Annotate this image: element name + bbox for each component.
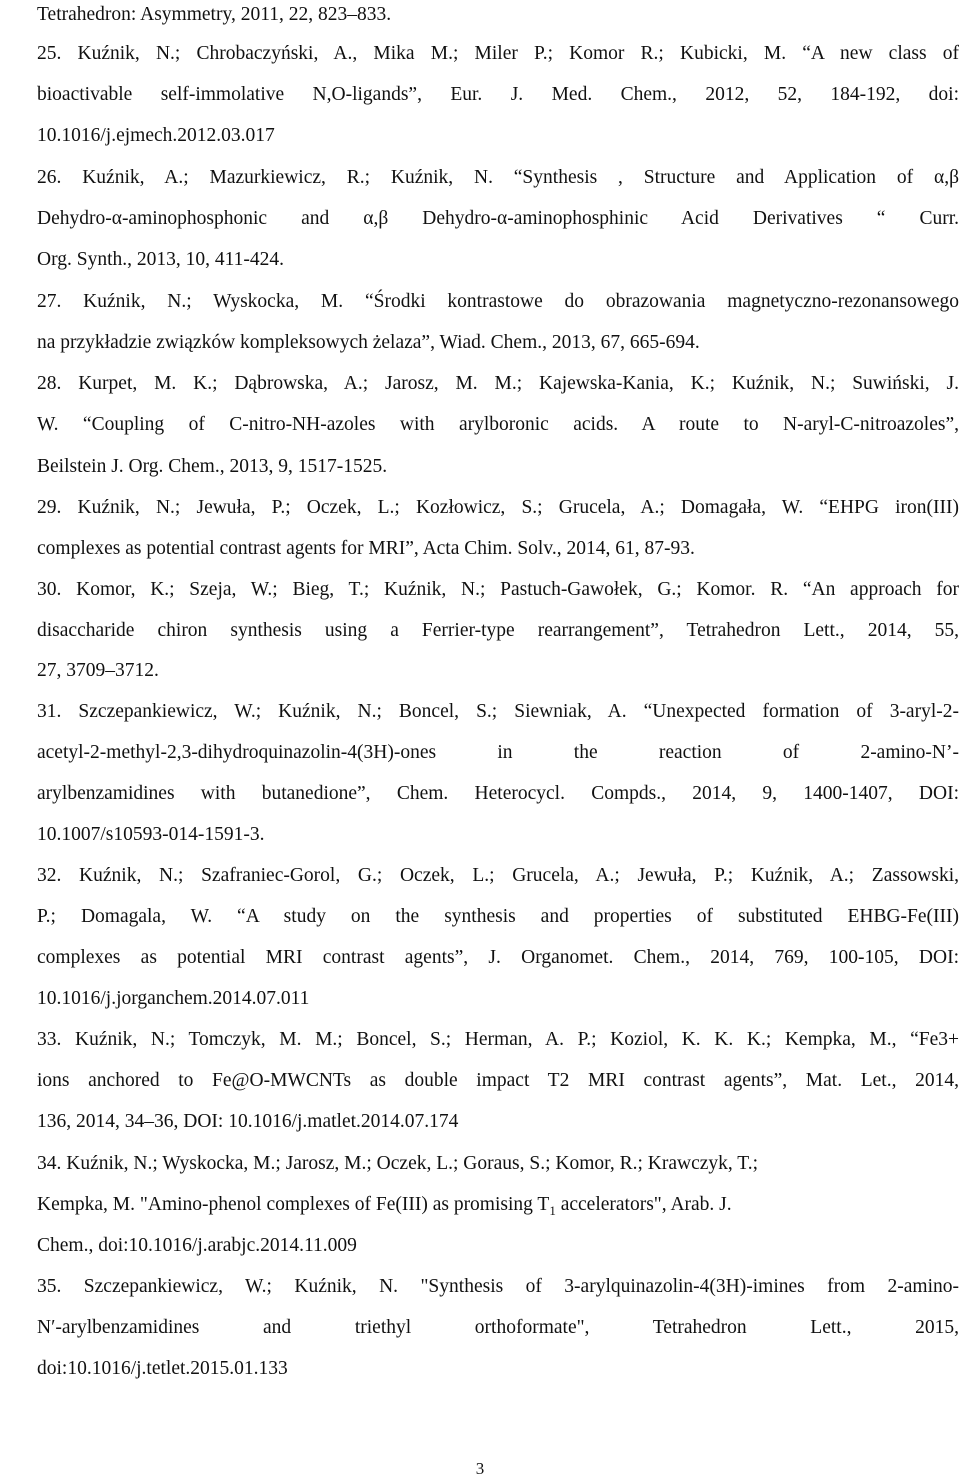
reference-32-line-1: 32. Kuźnik, N.; Szafraniec-Gorol, G.; Oczek, L.; Grucela, A.; Jewuła, P.; Kuźnik, A.; Zassowski, [37, 865, 959, 886]
reference-25-line-2: bioactivable self-immolative N,O-ligands”, Eur. J. Med. Chem., 2012, 52, 184-192, doi: [37, 84, 959, 105]
reference-24-continuation: Tetrahedron: Asymmetry, 2011, 22, 823–833. [37, 4, 392, 25]
reference-33-line-2: ions anchored to Fe@O-MWCNTs as double impact T2 MRI contrast agents”, Mat. Let., 2014, [37, 1070, 959, 1091]
reference-26-line-3: Org. Synth., 2013, 10, 411-424. [37, 249, 285, 270]
reference-34-line-1: 34. Kuźnik, N.; Wyskocka, M.; Jarosz, M.; Oczek, L.; Goraus, S.; Komor, R.; Krawczyk, T.; [37, 1153, 759, 1174]
reference-29-line-2: complexes as potential contrast agents for MRI”, Acta Chim. Solv., 2014, 61, 87-93. [37, 538, 695, 559]
reference-35-line-3: doi:10.1016/j.tetlet.2015.01.133 [37, 1358, 288, 1379]
reference-34-line-2 [37, 1190, 732, 1220]
reference-31-line-1: 31. Szczepankiewicz, W.; Kuźnik, N.; Boncel, S.; Siewniak, A. “Unexpected formation of 3-aryl-2- [37, 701, 959, 722]
reference-34-line-2-text: Kempka, M. "Amino-phenol complexes of Fe(III) as promising T [37, 1194, 550, 1215]
reference-28-line-2: W. “Coupling of C-nitro-NH-azoles with arylboronic acids. A route to N-aryl-C-nitroazoles”, [37, 414, 959, 435]
reference-34-subscript: 1 [549, 1202, 556, 1218]
reference-30-line-2: disaccharide chiron synthesis using a Ferrier-type rearrangement”, Tetrahedron Lett., 2014, 55, [37, 620, 959, 641]
reference-33-line-3: 136, 2014, 34–36, DOI: 10.1016/j.matlet.2014.07.174 [37, 1111, 459, 1132]
reference-31-line-4: 10.1007/s10593-014-1591-3. [37, 824, 265, 845]
reference-27-line-1: 27. Kuźnik, N.; Wyskocka, M. “Środki kontrastowe do obrazowania magnetyczno-rezonansowego [37, 291, 959, 312]
reference-30-line-1: 30. Komor, K.; Szeja, W.; Bieg, T.; Kuźnik, N.; Pastuch-Gawołek, G.; Komor. R. “An approach for [37, 579, 959, 600]
reference-32-line-2: P.; Domagala, W. “A study on the synthesis and properties of substituted EHBG-Fe(III) [37, 906, 959, 927]
reference-33-line-1: 33. Kuźnik, N.; Tomczyk, M. M.; Boncel, S.; Herman, A. P.; Koziol, K. K. K.; Kempka, M., “Fe3+ [37, 1029, 959, 1050]
page-number: 3 [475, 1459, 485, 1478]
reference-30-line-3: 27, 3709–3712. [37, 660, 159, 681]
reference-34-line-2-tail: accelerators", Arab. J. [555, 1194, 732, 1215]
reference-26-line-2: Dehydro-α-aminophosphonic and α,β Dehydro-α-aminophosphinic Acid Derivatives “ Curr. [37, 208, 959, 229]
reference-32-line-3: complexes as potential MRI contrast agents”, J. Organomet. Chem., 2014, 769, 100-105, DOI: [37, 947, 959, 968]
reference-28-line-3: Beilstein J. Org. Chem., 2013, 9, 1517-1525. [37, 456, 388, 477]
reference-32-line-4: 10.1016/j.jorganchem.2014.07.011 [37, 988, 310, 1009]
reference-28-line-1: 28. Kurpet, M. K.; Dąbrowska, A.; Jarosz, M. M.; Kajewska-Kania, K.; Kuźnik, N.; Suwiński, J. [37, 373, 959, 394]
reference-34-line-3: Chem., doi:10.1016/j.arabjc.2014.11.009 [37, 1235, 357, 1256]
reference-29-line-1: 29. Kuźnik, N.; Jewuła, P.; Oczek, L.; Kozłowicz, S.; Grucela, A.; Domagała, W. “EHPG iron(III) [37, 497, 959, 518]
reference-27-line-2: na przykładzie związków kompleksowych żelaza”, Wiad. Chem., 2013, 67, 665-694. [37, 332, 700, 353]
reference-35-line-2: N′-arylbenzamidines and triethyl orthoformate", Tetrahedron Lett., 2015, [37, 1317, 959, 1338]
reference-31-line-3: arylbenzamidines with butanedione”, Chem. Heterocycl. Compds., 2014, 9, 1400-1407, DOI: [37, 783, 959, 804]
reference-25-line-1: 25. Kuźnik, N.; Chrobaczyński, A., Mika M.; Miler P.; Komor R.; Kubicki, M. “A new class of [37, 43, 959, 64]
reference-35-line-1: 35. Szczepankiewicz, W.; Kuźnik, N. "Synthesis of 3-arylquinazolin-4(3H)-imines from 2-amino- [37, 1276, 959, 1297]
reference-25-line-3: 10.1016/j.ejmech.2012.03.017 [37, 125, 275, 146]
reference-26-line-1: 26. Kuźnik, A.; Mazurkiewicz, R.; Kuźnik, N. “Synthesis , Structure and Application of α,β [37, 167, 959, 188]
reference-31-line-2: acetyl-2-methyl-2,3-dihydroquinazolin-4(3H)-ones in the reaction of 2-amino-N’- [37, 742, 959, 763]
